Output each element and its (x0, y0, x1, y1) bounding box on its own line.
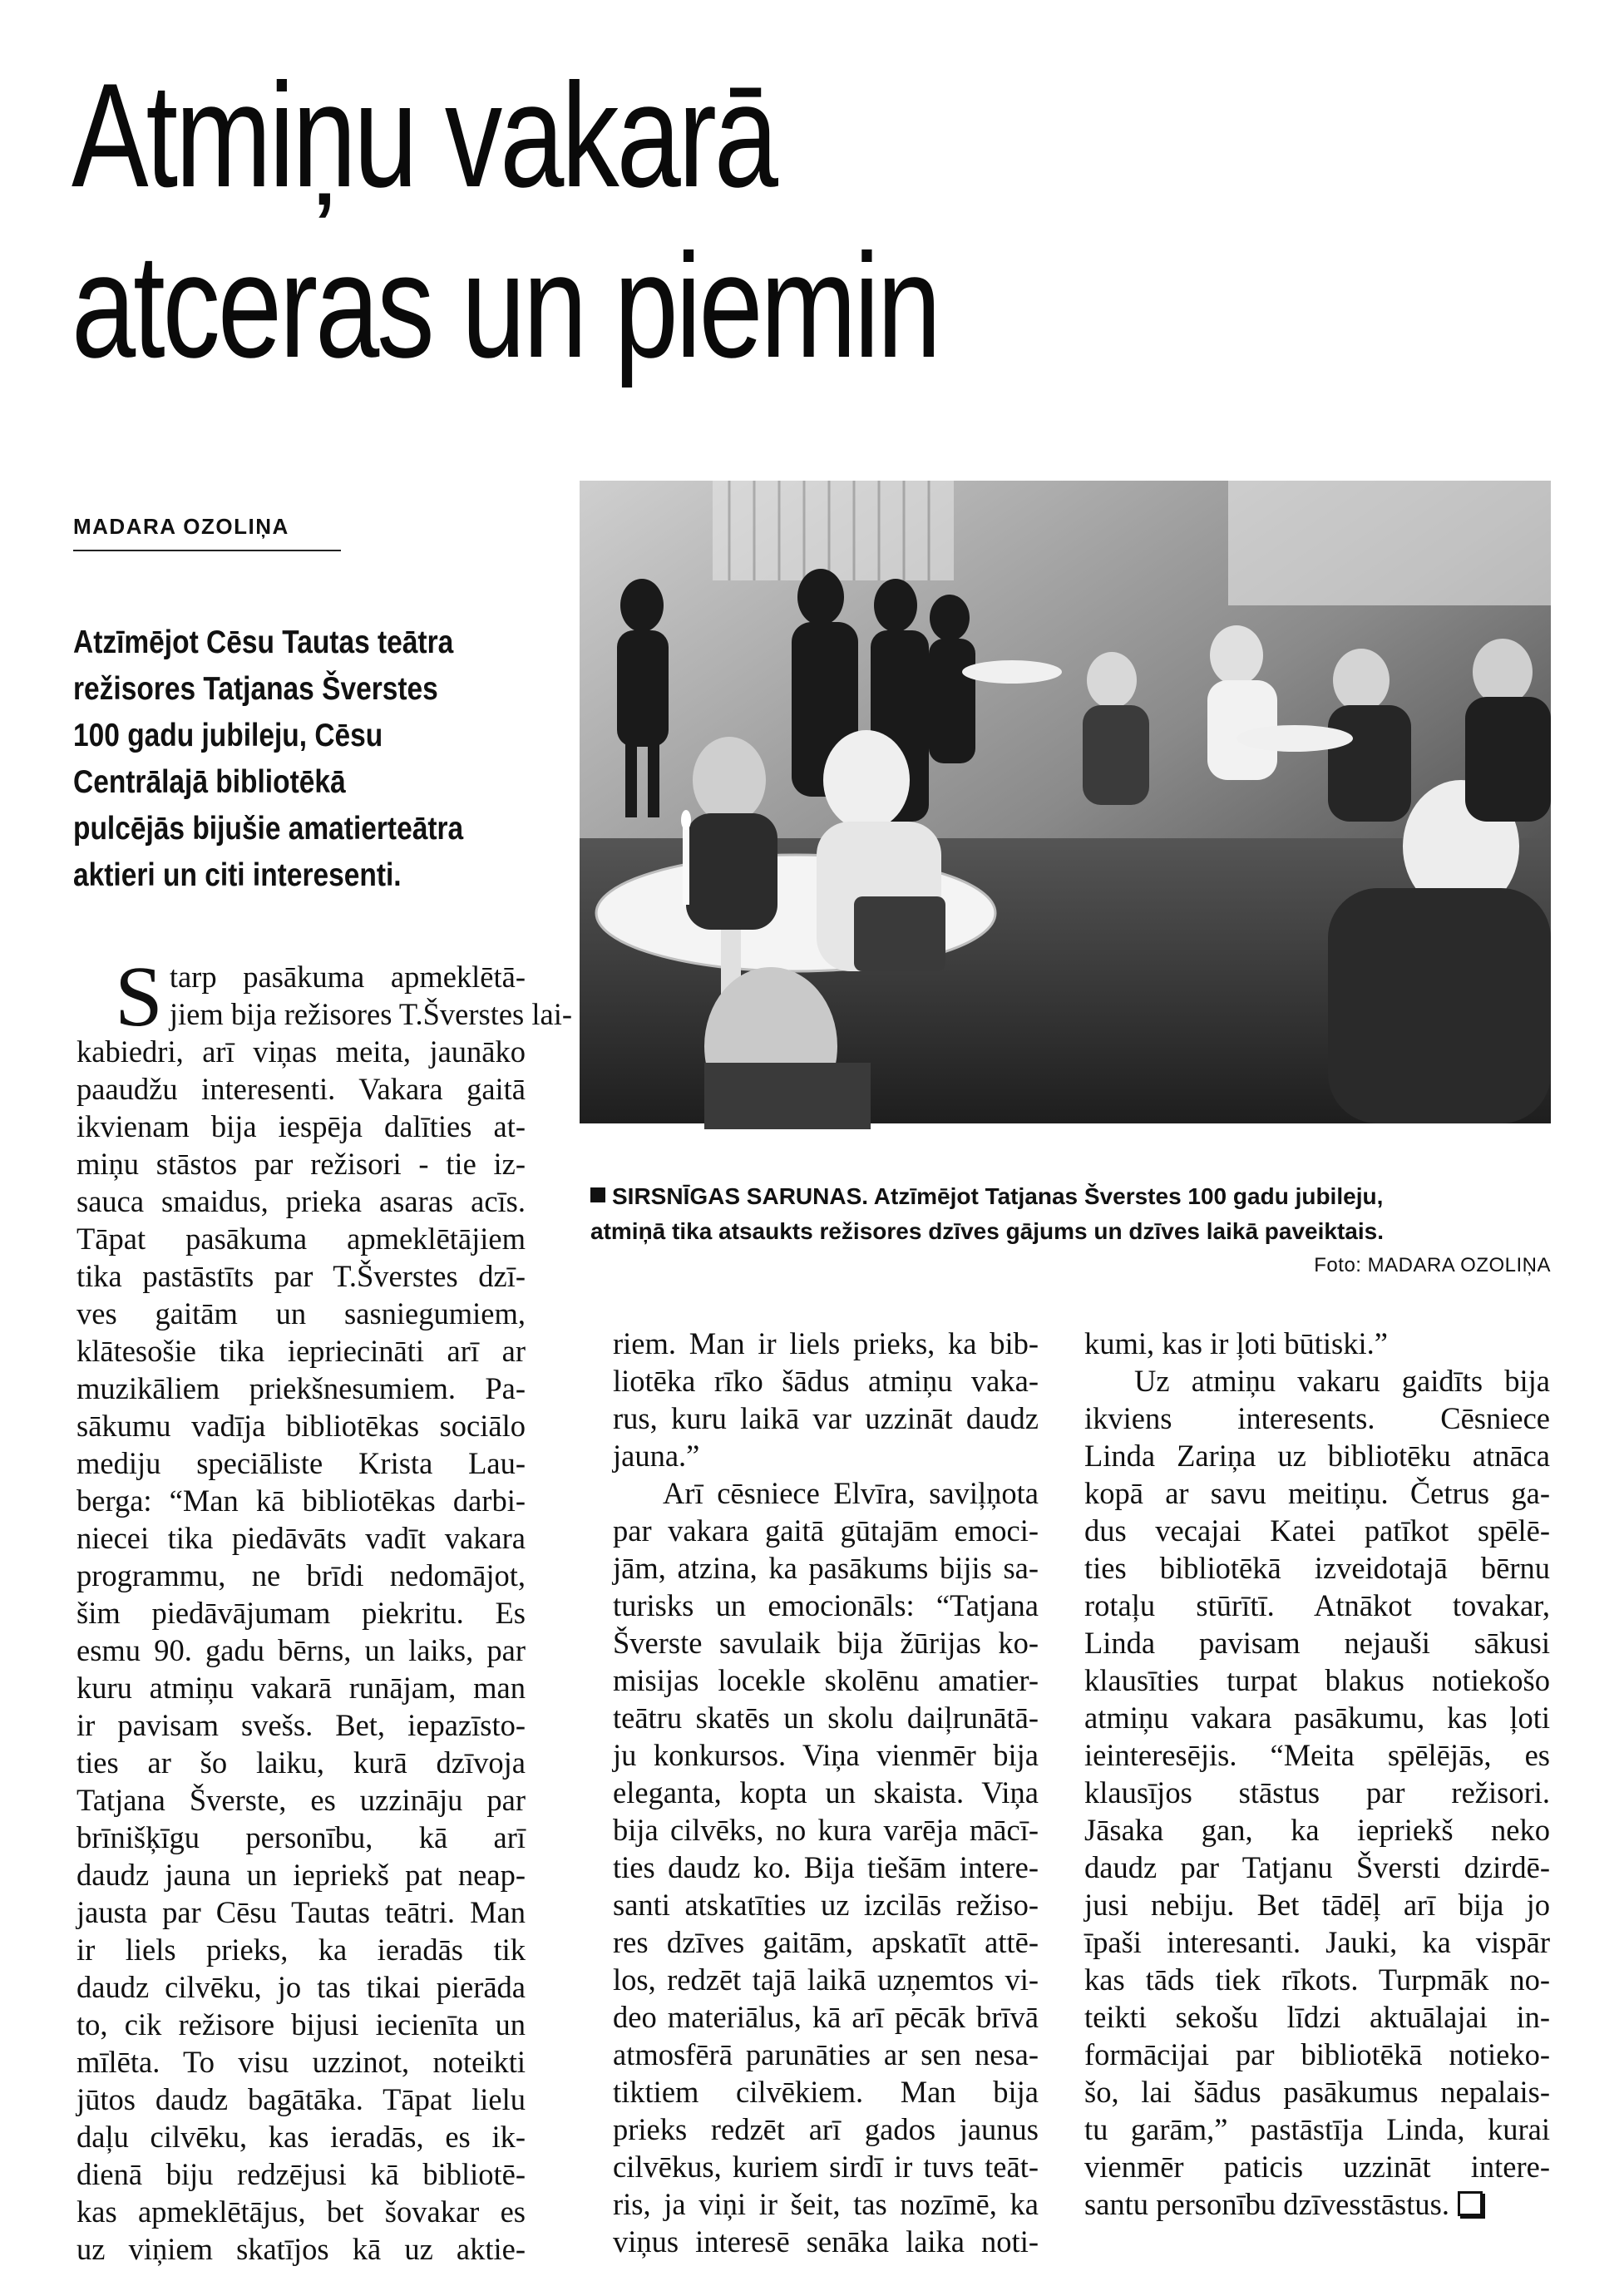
article-text-line: misijas locekle skolēnu amatier- (613, 1663, 1039, 1697)
article-text-line: uz viņiem skatījos kā uz aktie- (77, 2232, 526, 2266)
article-text-line: daudz par Tatjanu Šversti dzirdē- (1084, 1850, 1550, 1884)
article-text-line: klausījos stāstus par režisori. (1084, 1775, 1550, 1809)
article-text-line: ikviens interesents. Cēsniece (1084, 1401, 1550, 1435)
lede-line: aktieri un citi interesenti. (73, 857, 402, 893)
article-text-line: mediju speciāliste Krista Lau- (77, 1446, 526, 1480)
article-text-line: ju konkursos. Viņa vienmēr bija (613, 1738, 1039, 1772)
article-text-line: kas apmeklētājus, bet šovakar es (77, 2195, 526, 2229)
article-text-line: jām, atzina, ka pasākums bijis sa- (613, 1551, 1039, 1585)
lede-line: režisores Tatjanas Šverstes (73, 671, 438, 707)
article-text-line: jausta par Cēsu Tautas teātri. Man (77, 1895, 526, 1929)
caption-marker-icon (590, 1187, 605, 1202)
article-text-line: klātesošie tika iepriecināti arī ar (77, 1334, 526, 1368)
article-text-line: klausīties turpat blakus notiekošo (1084, 1663, 1550, 1697)
article-text-line: Arī cēsniece Elvīra, saviļņota (663, 1476, 1039, 1510)
headline (72, 50, 1044, 391)
article-text-line: rus, kuru laikā var uzzināt daudz (613, 1401, 1039, 1435)
article-text-line: daļu cilvēku, kas ieradās, es ik- (77, 2120, 526, 2154)
article-text-line: šo, lai šādus pasākumus nepalais- (1084, 2075, 1550, 2109)
article-text-line: Šverste savulaik bija žūrijas ko- (613, 1626, 1039, 1660)
lede-line: 100 gadu jubileju, Cēsu (73, 718, 383, 753)
photo-credit: Foto: MADARA OZOLIŅA (1314, 1254, 1551, 1276)
headline-line-2: atceras un piemin (72, 223, 939, 388)
article-text-line: turisks un emocionāls: “Tatjana (613, 1588, 1039, 1622)
article-text-line: teikti sekošu līdzi aktuālajai in- (1084, 2000, 1550, 2034)
lede (73, 620, 478, 899)
article-text-line: Linda pavisam nejauši sākusi (1084, 1626, 1550, 1660)
article-text-line: berga: “Man kā bibliotēkas darbi- (77, 1484, 526, 1518)
article-text-line: tarp pasākuma apmeklētā- (169, 960, 526, 994)
article-text-line: res dzīves gaitām, apskatīt attē- (613, 1925, 1039, 1959)
article-text-line: Linda Zariņa uz bibliotēku atnāca (1084, 1439, 1550, 1473)
article-text-line: ir pavisam svešs. Bet, iepazīsto- (77, 1708, 526, 1742)
article-text-line: kabiedri, arī viņas meita, jaunāko (77, 1034, 526, 1069)
article-text-line: mīlēta. To visu uzzinot, noteikti (77, 2045, 526, 2079)
article-text-line: sākumu vadīja bibliotēkas sociālo (77, 1409, 526, 1443)
lede-line: Centrālajā bibliotēkā (73, 764, 346, 800)
article-text-line: los, redzēt tajā laikā uzņemtos vi- (613, 1962, 1039, 1997)
caption-line-2: atmiņā tika atsaukts režisores dzīves gājums un dzīves laikā paveiktais. (590, 1218, 1384, 1244)
article-text-line: ris, ja viņi ir šeit, tas nozīmē, ka (613, 2187, 1039, 2221)
article-text-line: atmosfērā parunāties ar sen nesa- (613, 2037, 1039, 2071)
article-text-line: Uz atmiņu vakaru gaidīts bija (1134, 1364, 1550, 1398)
article-text-line: vienmēr paticis uzzināt intere- (1084, 2150, 1550, 2184)
article-text-line: dus vecajai Katei patīkot spēlē- (1084, 1513, 1550, 1548)
article-text-line: Tāpat pasākuma apmeklētājiem (77, 1222, 526, 1256)
article-text-line: par vakara gaitā gūtajām emoci- (613, 1513, 1039, 1548)
article-text-line: esmu 90. gadu bērns, un laiks, par (77, 1633, 526, 1667)
article-text-line: jusi nebiju. Bet tādēļ arī bija jo (1084, 1888, 1550, 1922)
lede-line: pulcējās bijušie amatierteātra (73, 811, 464, 847)
article-text-line: miņu stāstos par režisori - tie iz- (77, 1147, 526, 1181)
article-text-line: ieinteresējis. “Meita spēlējās, es (1084, 1738, 1550, 1772)
caption-line-1 (590, 1179, 1555, 1214)
photo-icon (580, 481, 1551, 1123)
article-text-line: rotaļu stūrītī. Atnākot tovakar, (1084, 1588, 1550, 1622)
article-column-1 (77, 949, 573, 2268)
article-text-line: kumi, kas ir ļoti būtiski.” (1084, 1326, 1388, 1360)
article-text-line: santu personību dzīvesstāstus. (1084, 2185, 1550, 2223)
caption-title: SIRSNĪGAS SARUNAS. (612, 1183, 869, 1209)
article-text-line: jiem bija režisores T.Šverstes lai- (169, 997, 573, 1031)
article-text-line: atmiņu vakara pasākumu, kas ļoti (1084, 1701, 1550, 1735)
article-text-line: brīnišķīgu personību, kā arī (77, 1820, 526, 1854)
article-text-line: tu garām,” pastāstīja Linda, kurai (1084, 2112, 1550, 2146)
article-text-line: Jāsaka gan, ka iepriekš neko (1084, 1813, 1550, 1847)
article-text-line: jūtos daudz bagātāka. Tāpat lielu (77, 2082, 526, 2116)
article-photo (580, 481, 1551, 1123)
article-text-line: riem. Man ir liels prieks, ka bib- (613, 1326, 1039, 1360)
article-text-line: programmu, ne brīdi nedomājot, (77, 1558, 526, 1592)
article-text-line: ties daudz ko. Bija tiešām intere- (613, 1850, 1039, 1884)
article-text-line: daudz jauna un iepriekš pat neap- (77, 1858, 526, 1892)
article-text-line: teātru skatēs un skolu daiļrunātā- (613, 1701, 1039, 1735)
article-text-line: Tatjana Šverste, es uzzināju par (77, 1783, 526, 1817)
article-text-line: formācijai par bibliotēkā notieko- (1084, 2037, 1550, 2071)
article-text-line: deo materiālus, kā arī pēcāk brīvā (613, 2000, 1039, 2034)
article-text-line: muzikāliem priekšnesumiem. Pa- (77, 1371, 526, 1405)
caption-text-1: Atzīmējot Tatjanas Šverstes 100 gadu jubileju, (873, 1183, 1384, 1209)
article-column-2 (613, 1325, 1039, 2260)
article-text-line: šim piedāvājumam piekritu. Es (77, 1596, 526, 1630)
article-column-3 (1084, 1325, 1550, 2223)
headline-line-1: Atmiņu vakarā (72, 52, 776, 218)
article-text-line: cilvēkus, kuriem sirdī ir tuvs teāt- (613, 2150, 1039, 2184)
article-text-line: ir liels prieks, ka ieradās tik (77, 1933, 526, 1967)
article-text-line: prieks redzēt arī gados jaunus (613, 2112, 1039, 2146)
column-1-body (77, 1033, 526, 2268)
lede-line: Atzīmējot Cēsu Tautas teātra (73, 625, 454, 660)
article-text-line: ikvienam bija iespēja dalīties at- (77, 1109, 526, 1143)
article-text-line: liotēka rīko šādus atmiņu vaka- (613, 1364, 1039, 1398)
article-text-line: ves gaitām un sasniegumiem, (77, 1296, 526, 1331)
end-mark-icon (1458, 2191, 1483, 2216)
article-text-line: kopā ar savu meitiņu. Četrus ga- (1084, 1476, 1550, 1510)
byline: MADARA OZOLIŅA (73, 514, 341, 551)
article-text-line: kas tāds tiek rīkots. Turpmāk no- (1084, 1962, 1550, 1997)
article-text-line: daudz cilvēku, jo tas tikai pierāda (77, 1970, 526, 2004)
article-text-line: niecei tika piedāvāts vadīt vakara (77, 1521, 526, 1555)
article-text-line: viņus interesē senāka laika noti- (613, 2224, 1039, 2259)
article-text-line: paaudžu interesenti. Vakara gaitā (77, 1072, 526, 1106)
drop-cap: S (115, 949, 163, 1044)
article-text-line: santi atskatīties uz izcilās režiso- (613, 1888, 1039, 1922)
article-text-line: ties bibliotēkā izveidotajā bērnu (1084, 1551, 1550, 1585)
article-text-line: kuru atmiņu vakarā runājam, man (77, 1671, 526, 1705)
article-text-line: īpaši interesanti. Jauki, ka vispār (1084, 1925, 1550, 1959)
article-text-line: sauca smaidus, prieka asaras acīs. (77, 1184, 526, 1218)
photo-caption (590, 1179, 1555, 1249)
article-text-line: to, cik režisore bijusi iecienīta un (77, 2007, 526, 2041)
article-text-line: jauna.” (613, 1439, 700, 1473)
article-text-line: ties ar šo laiku, kurā dzīvoja (77, 1745, 526, 1780)
article-text-line: tiktiem cilvēkiem. Man bija (613, 2075, 1039, 2109)
article-text-line: dienā biju redzējusi kā bibliotē- (77, 2157, 526, 2191)
article-text-line: bija cilvēks, no kura varēja mācī- (613, 1813, 1039, 1847)
article-text-line: eleganta, kopta un skaista. Viņa (613, 1775, 1039, 1809)
article-text-line: tika pastāstīts par T.Šverstes dzī- (77, 1259, 526, 1293)
